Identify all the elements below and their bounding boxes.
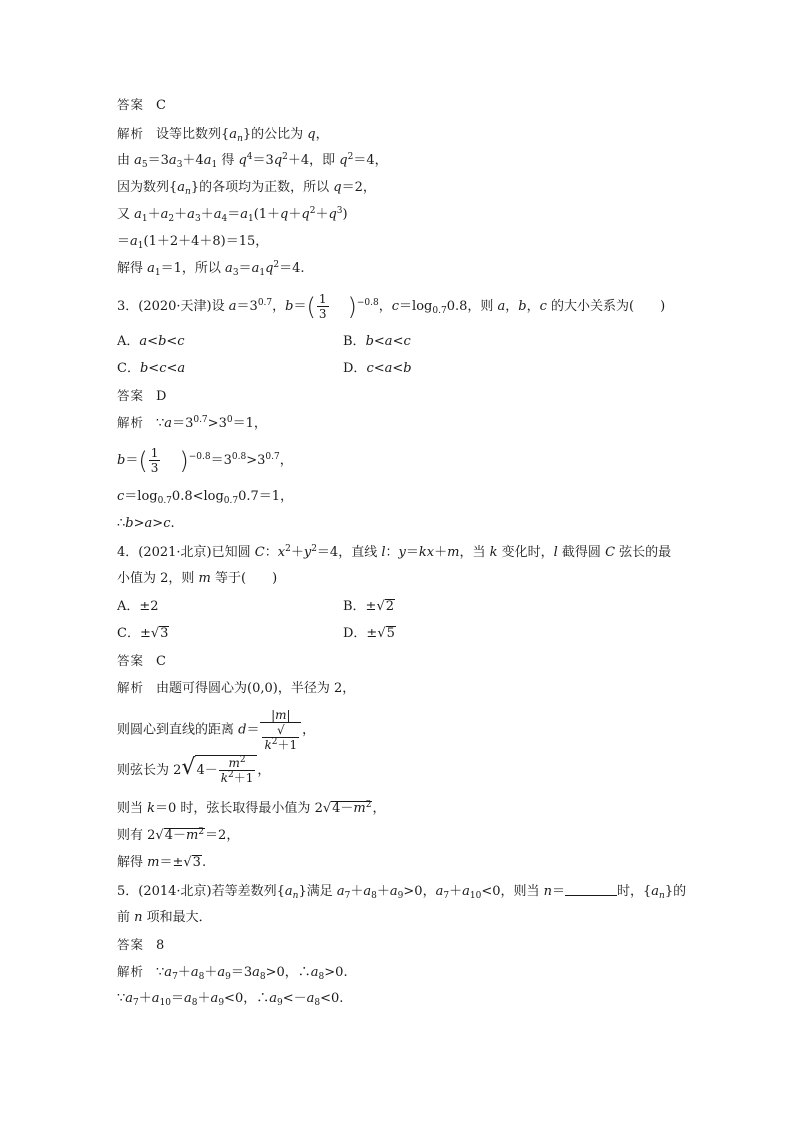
option-4d: D．±√5 — [343, 626, 395, 641]
analysis-line-6: 解得 $a_1=1$，所以 $a_3=a_1q^2=4$. — [117, 260, 305, 278]
question-4-stem-1: 4．(2021·北京)已知圆 C：$x^2+y^2=4$，直线 l：y＝kx＋m，当 k 变化时，l 截得圆 C 弦长的最 — [117, 544, 672, 560]
analysis-3-line-3: $c=\log_{0.7}0.8<\log_{0.7}0.7=1$， — [117, 489, 294, 506]
option-3d: D．c<a<b — [343, 361, 412, 376]
analysis-line-1: 解析 设等比数列$\{a_n\}$的公比为 q， — [117, 126, 329, 144]
analysis-line-5: $=a_1(1+2+4+8)=15$， — [117, 234, 269, 251]
analysis-4-line-5: 则有 $2√4-m^2=2$， — [117, 827, 240, 843]
answer-line-1: 答案 C — [117, 97, 166, 113]
analysis-line-3: 因为数列$\{a_n\}$的各项均为正数，所以 q＝2， — [117, 180, 376, 197]
question-4-stem-2: 小值为 2，则 m 等于( ) — [117, 571, 278, 586]
analysis-3-line-2: b＝( $\frac{1}{3}$ )$^{-0.8}=3^{0.8}>3^{0.7}$， — [117, 446, 293, 475]
option-4c: C．±√3 — [117, 626, 169, 641]
analysis-4-line-3: 则弦长为 2√4－ $\frac{m^2}{k^2+1}$ ， — [117, 755, 271, 785]
option-4b: B．±√2 — [343, 599, 395, 614]
analysis-4-line-6: 解得 m＝±√3. — [117, 855, 207, 870]
option-3a: A．a<b<c — [117, 334, 185, 349]
answer-line-4: 答案 C — [117, 653, 166, 669]
analysis-5-line-1: 解析 $\because a_7+a_8+a_9=3a_8>0$，$\therefore a_8>0$. — [117, 964, 348, 982]
answer-value: D — [156, 389, 167, 404]
answer-line-3: 答案 D — [117, 388, 167, 404]
fill-blank — [565, 883, 617, 896]
answer-line-5: 答案 8 — [117, 937, 165, 953]
analysis-line-4: 又 $a_1+a_2+a_3+a_4=a_1(1+q+q^2+q^3)$ — [117, 206, 348, 224]
option-3c: C．b<c<a — [117, 361, 186, 376]
analysis-line-2: 由 $a_5=3a_3+4a_1$ 得 $q^4=3q^2+4$，即 $q^2=4$， — [117, 152, 388, 170]
analysis-4-line-1: 解析 由题可得圆心为(0,0)，半径为 2， — [117, 680, 356, 696]
analysis-4-line-4: 则当 k＝0 时，弦长取得最小值为 $2√4-m^2$， — [117, 800, 386, 816]
answer-value: C — [156, 654, 166, 669]
analysis-3-line-4: ∴b>a>c. — [117, 516, 175, 531]
question-5-stem-1: 5．(2014·北京)若等差数列$\{a_n\}$满足 $a_7+a_8+a_9>0$，$a_7+a_{10}<0$，则当 n＝ 时，$\{a_n\}$的 — [117, 884, 687, 901]
question-3-stem: 3．(2020·天津)设 $a=3^{0.7}$，b＝( $\frac{1}{3}$ )$^{-0.8}$，$c=\log_{0.7}0.8$，则 a，b，c 的大小关系为( ) — [117, 292, 666, 321]
option-3b: B．b<a<c — [343, 334, 411, 349]
question-5-stem-2: 前 n 项和最大． — [117, 910, 212, 925]
answer-value: C — [156, 98, 166, 113]
analysis-4-line-2: 则圆心到直线的距离 d＝ |m| √ $k^2+1$ ， — [117, 708, 316, 752]
answer-value: 8 — [156, 938, 165, 953]
option-4a: A．±2 — [117, 599, 159, 614]
analysis-3-line-1: 解析 $\because a=3^{0.7}>3^0=1$， — [117, 415, 267, 431]
analysis-5-line-2: $\because a_7+a_{10}=a_8+a_9<0$，$\therefore a_9<-a_8<0$. — [117, 991, 344, 1008]
